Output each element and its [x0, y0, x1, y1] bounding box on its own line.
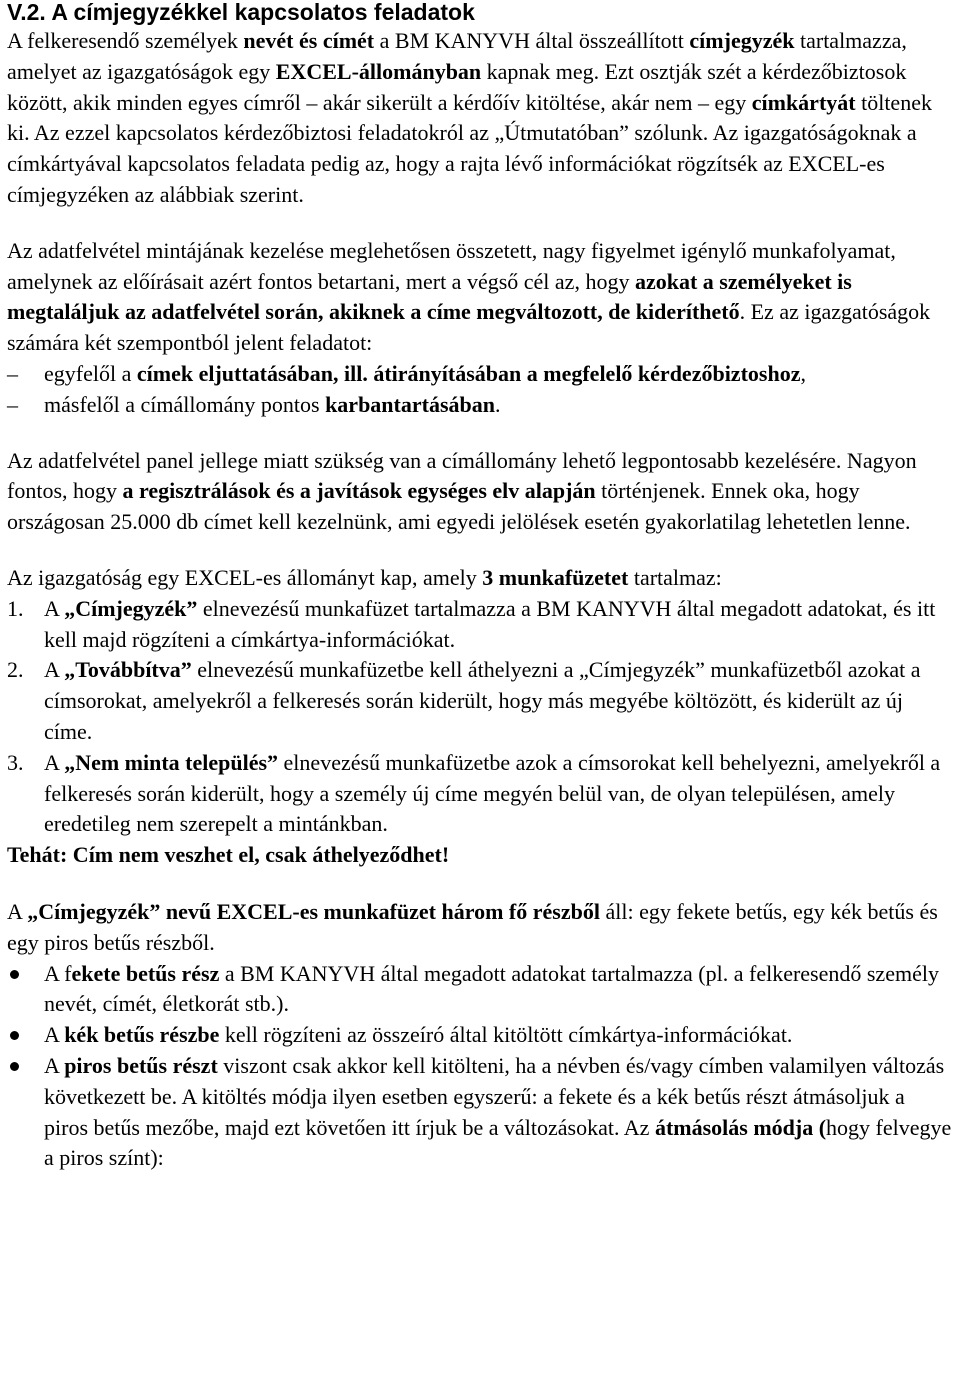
paragraph-gap: [7, 871, 954, 897]
list-item-text: [44, 1022, 792, 1047]
bold-text-run: azokat a személyeket is megtaláljuk az adatfelvétel során, akiknek a címe megváltozott, de kideríthető: [7, 268, 852, 325]
text-run: másfelől a címállomány pontos: [44, 391, 326, 417]
paragraph-gap: [7, 421, 954, 446]
number-marker: 3.: [7, 749, 24, 775]
bold-text-run: címjegyzék: [689, 28, 795, 53]
text-run: kapnak meg. Ezt osztják szét a kérdezőbiztosok között, akik minden egyes címről – akár sikerült a kérdőív kitöltése, akár nem – egy: [7, 58, 907, 115]
text-run: . Ez az igazgatóságok számára két szempontból jelent feladatot:: [7, 299, 931, 356]
text-run: Az igazgatóság egy EXCEL-es állományt kap, amely: [7, 564, 483, 590]
list-item: [7, 390, 954, 421]
bold-text-run: piros betűs részt: [64, 1052, 218, 1078]
list-item: [7, 655, 954, 747]
bold-text-run: nevét és címét: [243, 28, 375, 53]
workbook-numbered-list: [7, 594, 954, 840]
number-marker: 1.: [7, 595, 24, 621]
bullet-icon: [10, 1062, 19, 1071]
workbook-parts-paragraph: [7, 897, 954, 959]
text-run: történjenek. Ennek oka, hogy országosan 25.000 db címet kell kezelnünk, ami egyedi jelölések esetén gyakorlatilag lehetetlen lenne.: [7, 478, 911, 535]
list-item: [7, 748, 954, 840]
text-run: Az adatfelvétel mintájának kezelése meglehetősen összetett, nagy figyelmet igénylő munkafolyamat, amelynek az előírásait azért fontos betartani, mert a végső cél az, hogy: [7, 237, 896, 294]
text-run: A felkeresendő személyek: [7, 28, 244, 53]
section-title: V.2. A címjegyzékkel kapcsolatos feladatok: [7, 0, 475, 25]
dash-marker: –: [7, 391, 18, 417]
task-dash-list: [7, 359, 954, 421]
list-item-text: [44, 750, 940, 837]
list-item-text: [44, 392, 500, 417]
list-item: [7, 594, 954, 656]
paragraph-gap: [7, 211, 954, 236]
text-run: A: [7, 898, 28, 924]
text-run: Az adatfelvétel panel jellege miatt szükség van a címállomány lehető legpontosabb kezelésére. Nagyon fontos, hogy: [7, 447, 917, 504]
text-run: A: [44, 657, 65, 683]
number-marker: 2.: [7, 657, 24, 683]
bold-text-run: címek eljuttatásában, ill. átirányításában a megfelelő kérdezőbiztoshoz: [136, 360, 801, 386]
list-item-text: [44, 657, 920, 744]
text-run: elnevezésű munkafüzetbe azok a címsorokat kell behelyezni, amelyekről a felkeresés során kiderült, hogy a személy új címe megyén belül van, de olyan településen, amely eredetileg nem szerepelt a mintánkban.: [44, 749, 941, 837]
bold-text-run: ekete betűs rész: [71, 960, 220, 986]
bold-text-run: „Címjegyzék”: [64, 595, 198, 621]
text-run: .: [494, 391, 501, 417]
list-item-text: [44, 961, 939, 1017]
intro-paragraph: [7, 26, 954, 211]
bullet-icon: [10, 970, 19, 979]
text-run: A: [44, 1052, 65, 1078]
bold-text-run: kék betűs részbe: [64, 1022, 220, 1048]
text-run: töltenek ki. Az ezzel kapcsolatos kérdezőbiztosi feladatokról az „Útmutatóban” szólunk. Az igazgatóságoknak a címkártyával kapcsolatos feladata pedig az, hogy a rajta lévő információkat rögzítsék az EXCEL-es címjegyzéken az alábbiak szerint.: [7, 89, 932, 207]
dash-marker: –: [7, 360, 18, 386]
panel-paragraph: [7, 446, 954, 538]
list-item: [7, 359, 954, 390]
conclusion-statement: Tehát: Cím nem veszhet el, csak áthelyeződhet!: [7, 842, 450, 868]
workbooks-paragraph: [7, 563, 954, 594]
list-item-text: [44, 361, 806, 386]
text-run: kell rögzíteni az összeíró által kitöltött címkártya-információkat.: [219, 1022, 793, 1048]
list-item: [7, 959, 954, 1021]
text-run: tartalmaz:: [628, 564, 722, 590]
bold-text-run: 3 munkafüzetet: [482, 564, 629, 590]
text-run: viszont csak akkor kell kitölteni, ha a névben és/vagy címben valamilyen változás következett be. A kitöltés módja ilyen esetben egyszerű: a fekete és a kék betűs részt átmásoljuk a piros betűs mezőbe, majd ezt követően itt írjuk be a változásokat. Az: [44, 1052, 945, 1140]
paragraph-gap: [7, 538, 954, 563]
bold-text-run: „Továbbítva”: [64, 657, 192, 683]
bold-text-run: a regisztrálások és a javítások egységes elv alapján: [122, 478, 596, 504]
list-item-text: [44, 596, 935, 652]
text-run: a BM KANYVH által megadott adatokat tartalmazza (pl. a felkeresendő személy nevét, címét, életkorát stb.).: [44, 960, 939, 1017]
text-run: ,: [800, 360, 806, 386]
bold-text-run: átmásolás módja (: [654, 1114, 827, 1140]
list-item: [7, 1051, 954, 1174]
text-run: a BM KANYVH által összeállított: [374, 28, 690, 53]
text-run: tartalmazza, amelyet az igazgatóságok egy: [7, 28, 907, 84]
list-item: [7, 1020, 954, 1051]
list-item-text: [44, 1053, 951, 1170]
sample-handling-paragraph: [7, 236, 954, 359]
text-run: A: [44, 595, 65, 621]
bullet-icon: [10, 1031, 19, 1040]
bold-text-run: „Címjegyzék” nevű EXCEL-es munkafüzet három fő részből: [27, 898, 600, 924]
text-run: A: [44, 749, 65, 775]
bold-text-run: EXCEL-állományban: [275, 58, 482, 84]
text-run: elnevezésű munkafüzet tartalmazza a BM KANYVH által megadott adatokat, és itt kell majd rögzíteni a címkártya-információkat.: [44, 595, 936, 652]
bold-text-run: karbantartásában: [325, 391, 495, 417]
parts-bullet-list: [7, 959, 954, 1175]
text-run: áll: egy fekete betűs, egy kék betűs és egy piros betűs részből.: [7, 898, 938, 955]
text-run: A f: [44, 960, 72, 986]
text-run: hogy felvegye a piros színt):: [44, 1114, 952, 1171]
text-run: egyfelől a: [44, 360, 137, 386]
text-run: A: [44, 1022, 65, 1048]
text-run: elnevezésű munkafüzetbe kell áthelyezni a „Címjegyzék” munkafüzetből azokat a címsorokat, amelyekről a felkeresés során kiderült, hogy más megyébe költözött, és kiderült az új címe.: [44, 657, 921, 744]
bold-text-run: címkártyát: [751, 89, 856, 115]
bold-text-run: „Nem minta település”: [64, 749, 279, 775]
